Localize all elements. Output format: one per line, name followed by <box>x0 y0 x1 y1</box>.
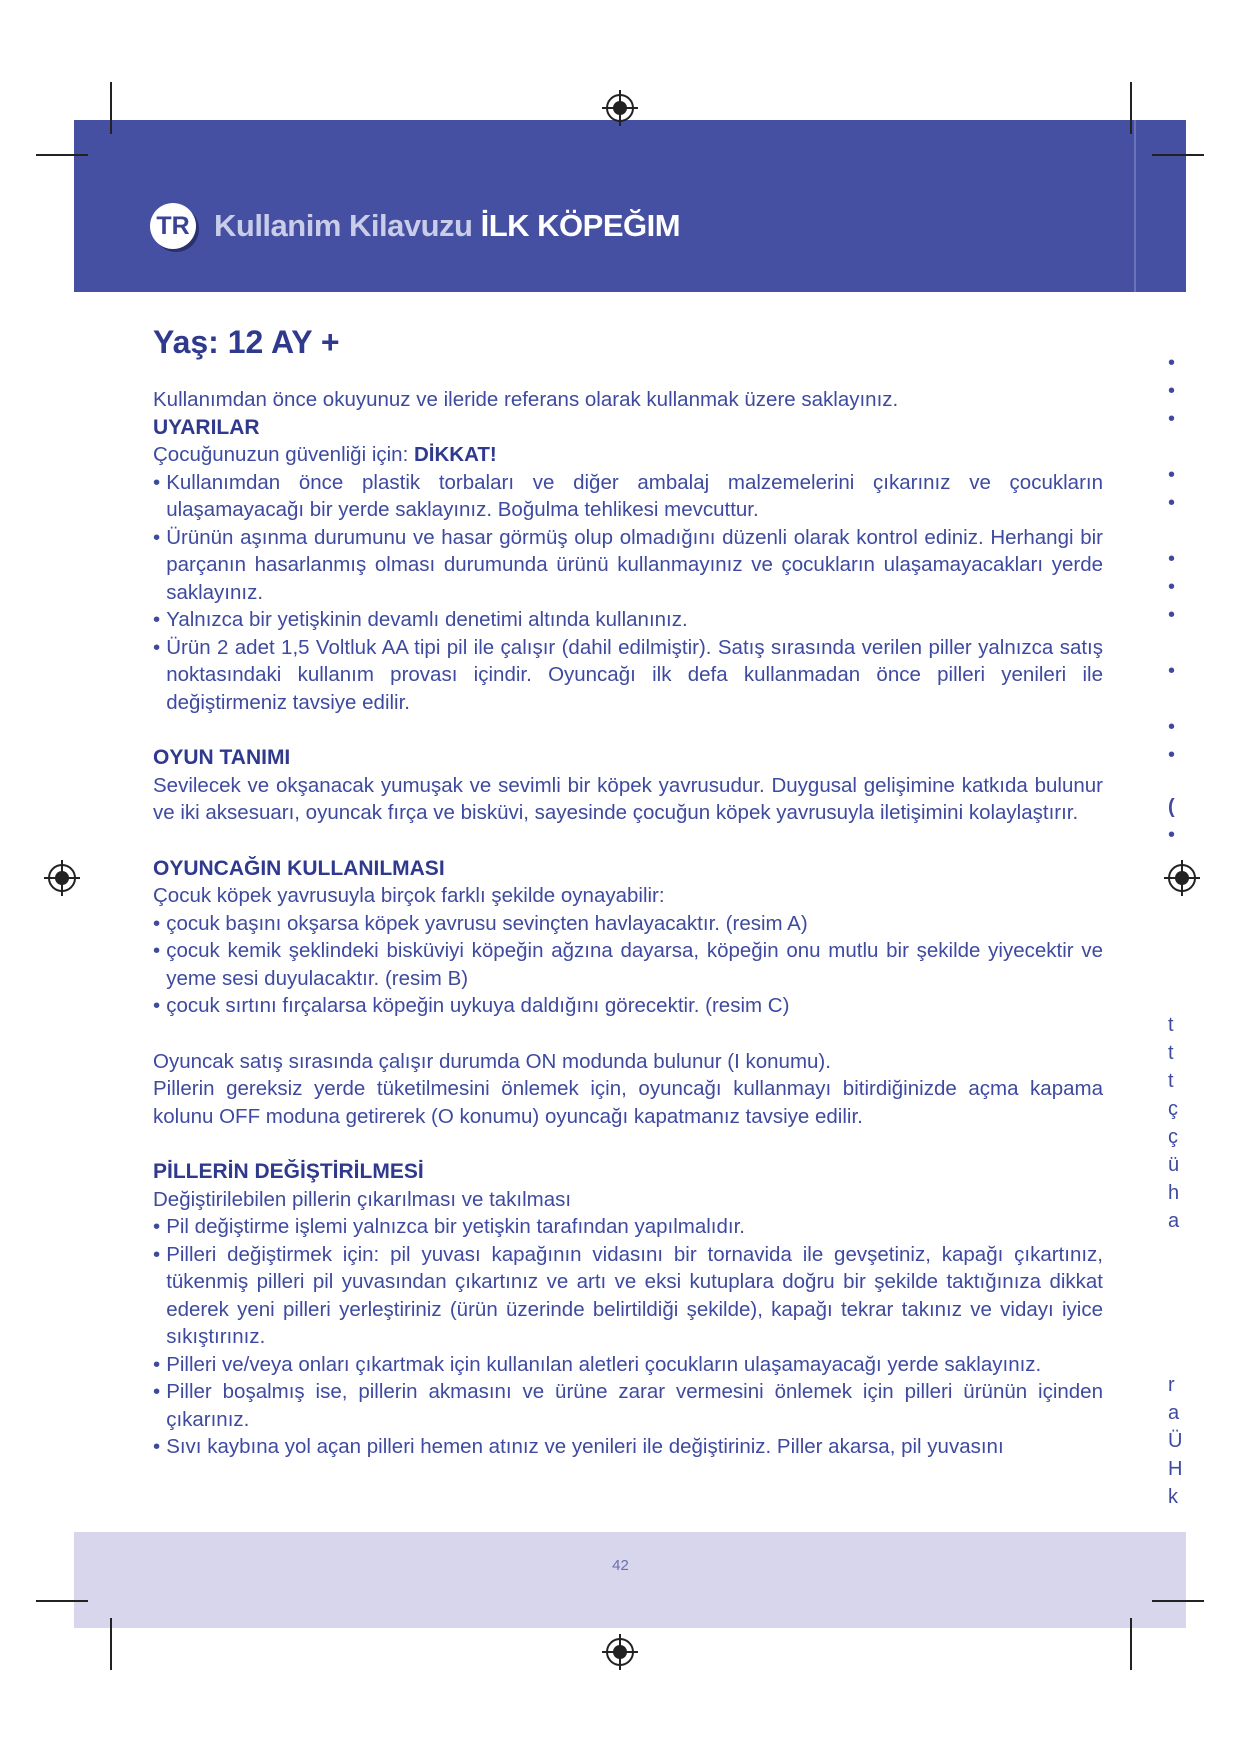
warnings-heading: UYARILAR <box>153 415 260 439</box>
edge-fragment: r <box>1168 1374 1175 1396</box>
edge-fragment: Ü <box>1168 1430 1183 1452</box>
description-heading: OYUN TANIMI <box>153 746 291 769</box>
band-edge-line <box>1134 120 1136 292</box>
footer-band <box>74 1532 1186 1628</box>
edge-bullet: • <box>1168 660 1176 682</box>
edge-bullet: • <box>1168 744 1176 766</box>
crop-mark <box>1152 154 1204 156</box>
edge-fragment: h <box>1168 1182 1180 1204</box>
battery-item: • Pilleri ve/veya onları çıkartmak için kullanılan aletleri çocukların ulaşamayacağı yerde saklayınız. <box>153 1351 1103 1379</box>
warning-item-text: Kullanımdan önce plastik torbaları ve diğer ambalaj malzemelerini çıkarınız ve çocukların ulaşamayacağı bir yerde saklayınız. Boğulma tehlikesi mevcuttur. <box>166 470 1103 521</box>
manual-content <box>153 322 1103 1461</box>
registration-mark-icon <box>1162 858 1202 898</box>
battery-item-text: Pil değiştirme işlemi yalnızca bir yetişkin tarafından yapılmalıdır. <box>166 1215 745 1238</box>
edge-bullet: • <box>1168 548 1176 570</box>
manual-title-product: İLK KÖPEĞIM <box>480 208 681 243</box>
crop-mark <box>110 82 112 134</box>
warnings-lead-strong: DİKKAT! <box>413 443 497 466</box>
battery-item: • Pil değiştirme işlemi yalnızca bir yetişkin tarafından yapılmalıdır. <box>153 1213 1103 1241</box>
battery-item-text: Pilleri değiştirmek için: pil yuvası kapağının vidasını bir tornavida ile gevşetiniz, kapağı çıkartınız, tükenmiş pilleri pil yuvasından çıkartınız ve artı ve eksi kutuplara doğru bir şekilde taktığınıza dikkat ederek yeni pilleri yerleştiriniz (ürün üzerinde belirtildiği şekilde), kapağı tekrar takınız ve vidayı iyice sıkıştırınız. <box>166 1242 1103 1348</box>
edge-fragment: ç <box>1168 1098 1178 1120</box>
edge-fragment: ç <box>1168 1126 1178 1148</box>
intro-text: Kullanımdan önce okuyunuz ve ileride referans olarak kullanmak üzere saklayınız. <box>153 388 899 411</box>
registration-mark-icon <box>600 88 640 128</box>
description-text: Sevilecek ve okşanacak yumuşak ve sevimli bir köpek yavrusudur. Duygusal gelişimine katkıda bulunur ve iki aksesuarı, oyuncak fırça ve bisküvi, sayesinde çocuğun köpek yavrusuyla iletişimini kolaylaştırır. <box>153 773 1103 824</box>
warning-item-text: Ürünün aşınma durumunu ve hasar görmüş olup olmadığını düzenli olarak kontrol ediniz. Herhangi bir parçanın hasarlanmış olması durumunda ürünü kullanmayınız ve çocukların ulaşamayacakları yerde saklayınız. <box>166 525 1103 604</box>
crop-mark <box>36 154 88 156</box>
battery-item-text: Pilleri ve/veya onları çıkartmak için kullanılan aletleri çocukların ulaşamayacağı yerde saklayınız. <box>166 1352 1042 1376</box>
usage-intro: Çocuk köpek yavrusuyla birçok farklı şekilde oynayabilir: <box>153 884 665 907</box>
manual-title <box>214 208 680 244</box>
batteries-heading: PİLLERİN DEĞİŞTİRİLMESİ <box>153 1160 424 1183</box>
warnings-lead <box>153 441 1103 469</box>
edge-bullet: • <box>1168 380 1176 402</box>
edge-fragment: t <box>1168 1042 1174 1064</box>
edge-bullet: • <box>1168 824 1176 846</box>
warning-item: • Kullanımdan önce plastik torbaları ve diğer ambalaj malzemelerini çıkarınız ve çocukların ulaşamayacağı bir yerde saklayınız. Boğulma tehlikesi mevcuttur. <box>153 469 1103 524</box>
page-number: 42 <box>612 1557 629 1574</box>
usage-item-text: çocuk sırtını fırçalarsa köpeğin uykuya daldığını görecektir. (resim C) <box>166 994 790 1017</box>
usage-item: • çocuk başını okşarsa köpek yavrusu sevinçten havlayacaktır. (resim A) <box>153 910 1103 938</box>
crop-mark <box>1152 1600 1204 1602</box>
edge-bullet: • <box>1168 492 1176 514</box>
edge-fragment: a <box>1168 1402 1180 1424</box>
edge-fragment: k <box>1168 1486 1178 1508</box>
usage-item-text: çocuk kemik şeklindeki bisküviyi köpeğin ağzına dayarsa, köpeğin onu mutlu bir şekilde yiyecektir ve yeme sesi duyulacaktır. (resim B) <box>166 939 1103 990</box>
warning-item: • Ürün 2 adet 1,5 Voltluk AA tipi pil ile çalışır (dahil edilmiştir). Satış sırasında verilen piller yalnızca satış noktasındaki kullanım provası içindir. Oyuncağı ilk defa kullanmadan önce pilleri yenileri ile değiştirmeniz tavsiye edilir. <box>153 634 1103 717</box>
usage-heading: OYUNCAĞIN KULLANILMASI <box>153 856 445 880</box>
registration-mark-icon <box>42 858 82 898</box>
edge-bullet: • <box>1168 604 1176 626</box>
edge-bullet: • <box>1168 464 1176 486</box>
battery-item: • Sıvı kaybına yol açan pilleri hemen atınız ve yenileri ile değiştiriniz. Piller akarsa, pil yuvasını <box>153 1433 1103 1461</box>
header-title <box>150 204 680 248</box>
battery-item-text: Piller boşalmış ise, pillerin akmasını ve ürüne zarar vermesini önlemek için pilleri ürünün içinden çıkarınız. <box>166 1380 1103 1431</box>
usage-note-on: Oyuncak satış sırasında çalışır durumda ON modunda bulunur (I konumu). <box>153 1049 831 1073</box>
battery-item-text: Sıvı kaybına yol açan pilleri hemen atınız ve yenileri ile değiştiriniz. Piller akarsa, pil yuvasını <box>166 1435 1004 1458</box>
warning-item: • Ürünün aşınma durumunu ve hasar görmüş olup olmadığını düzenli olarak kontrol ediniz. Herhangi bir parçanın hasarlanmış olması durumunda ürünü kullanmayınız ve çocukların ulaşamayacakları yerde saklayınız. <box>153 524 1103 607</box>
edge-bullet: • <box>1168 576 1176 598</box>
edge-fragment: ü <box>1168 1154 1180 1176</box>
edge-fragment: a <box>1168 1210 1180 1232</box>
warning-item: • Yalnızca bir yetişkinin devamlı denetimi altında kullanınız. <box>153 606 1103 634</box>
usage-item: • çocuk sırtını fırçalarsa köpeğin uykuya daldığını görecektir. (resim C) <box>153 992 1103 1020</box>
edge-fragment: t <box>1168 1014 1174 1036</box>
battery-item: • Piller boşalmış ise, pillerin akmasını ve ürüne zarar vermesini önlemek için pilleri ürünün içinden çıkarınız. <box>153 1378 1103 1433</box>
crop-mark <box>1130 82 1132 134</box>
registration-mark-icon <box>600 1632 640 1672</box>
warning-item-text: Yalnızca bir yetişkinin devamlı denetimi altında kullanınız. <box>166 608 688 631</box>
edge-fragment: t <box>1168 1070 1174 1092</box>
edge-fragment: H <box>1168 1458 1183 1480</box>
warnings-lead-text: Çocuğunuzun güvenliği için: <box>153 443 414 466</box>
edge-bullet: • <box>1168 716 1176 738</box>
edge-bullet: • <box>1168 352 1176 374</box>
usage-item: • çocuk kemik şeklindeki bisküviyi köpeğin ağzına dayarsa, köpeğin onu mutlu bir şekilde yiyecektir ve yeme sesi duyulacaktır. (resim B) <box>153 937 1103 992</box>
crop-mark <box>36 1600 88 1602</box>
batteries-intro: Değiştirilebilen pillerin çıkarılması ve takılması <box>153 1187 572 1211</box>
edge-bullet: • <box>1168 408 1176 430</box>
warning-item-text: Ürün 2 adet 1,5 Voltluk AA tipi pil ile çalışır (dahil edilmiştir). Satış sırasında verilen piller yalnızca satış noktasındaki kullanım provası içindir. Oyuncağı ilk defa kullanmadan önce pilleri yenileri ile değiştirmeniz tavsiye edilir. <box>166 635 1103 714</box>
usage-item-text: çocuk başını okşarsa köpek yavrusu sevinçten havlayacaktır. (resim A) <box>166 911 808 935</box>
edge-fragment: ( <box>1168 796 1175 818</box>
battery-item: • Pilleri değiştirmek için: pil yuvası kapağının vidasını bir tornavida ile gevşetiniz, kapağı çıkartınız, tükenmiş pilleri pil yuvasından çıkartınız ve artı ve eksi kutuplara doğru bir şekilde taktığınıza dikkat ederek yeni pilleri yerleştiriniz (ürün üzerinde belirtildiği şekilde), kapağı tekrar takınız ve vidayı iyice sıkıştırınız. <box>153 1241 1103 1351</box>
crop-mark <box>110 1618 112 1670</box>
usage-note-off: Pillerin gereksiz yerde tüketilmesini önlemek için, oyuncağı kullanmayı bitirdiğinizde açma kapama kolunu OFF moduna getirerek (O konumu) oyuncağı kapatmanız tavsiye edilir. <box>153 1077 1103 1128</box>
manual-title-light: Kullanim Kilavuzu <box>214 208 473 243</box>
age-title: Yaş: 12 AY + <box>153 324 340 360</box>
crop-mark <box>1130 1618 1132 1670</box>
language-badge: TR <box>150 203 196 249</box>
